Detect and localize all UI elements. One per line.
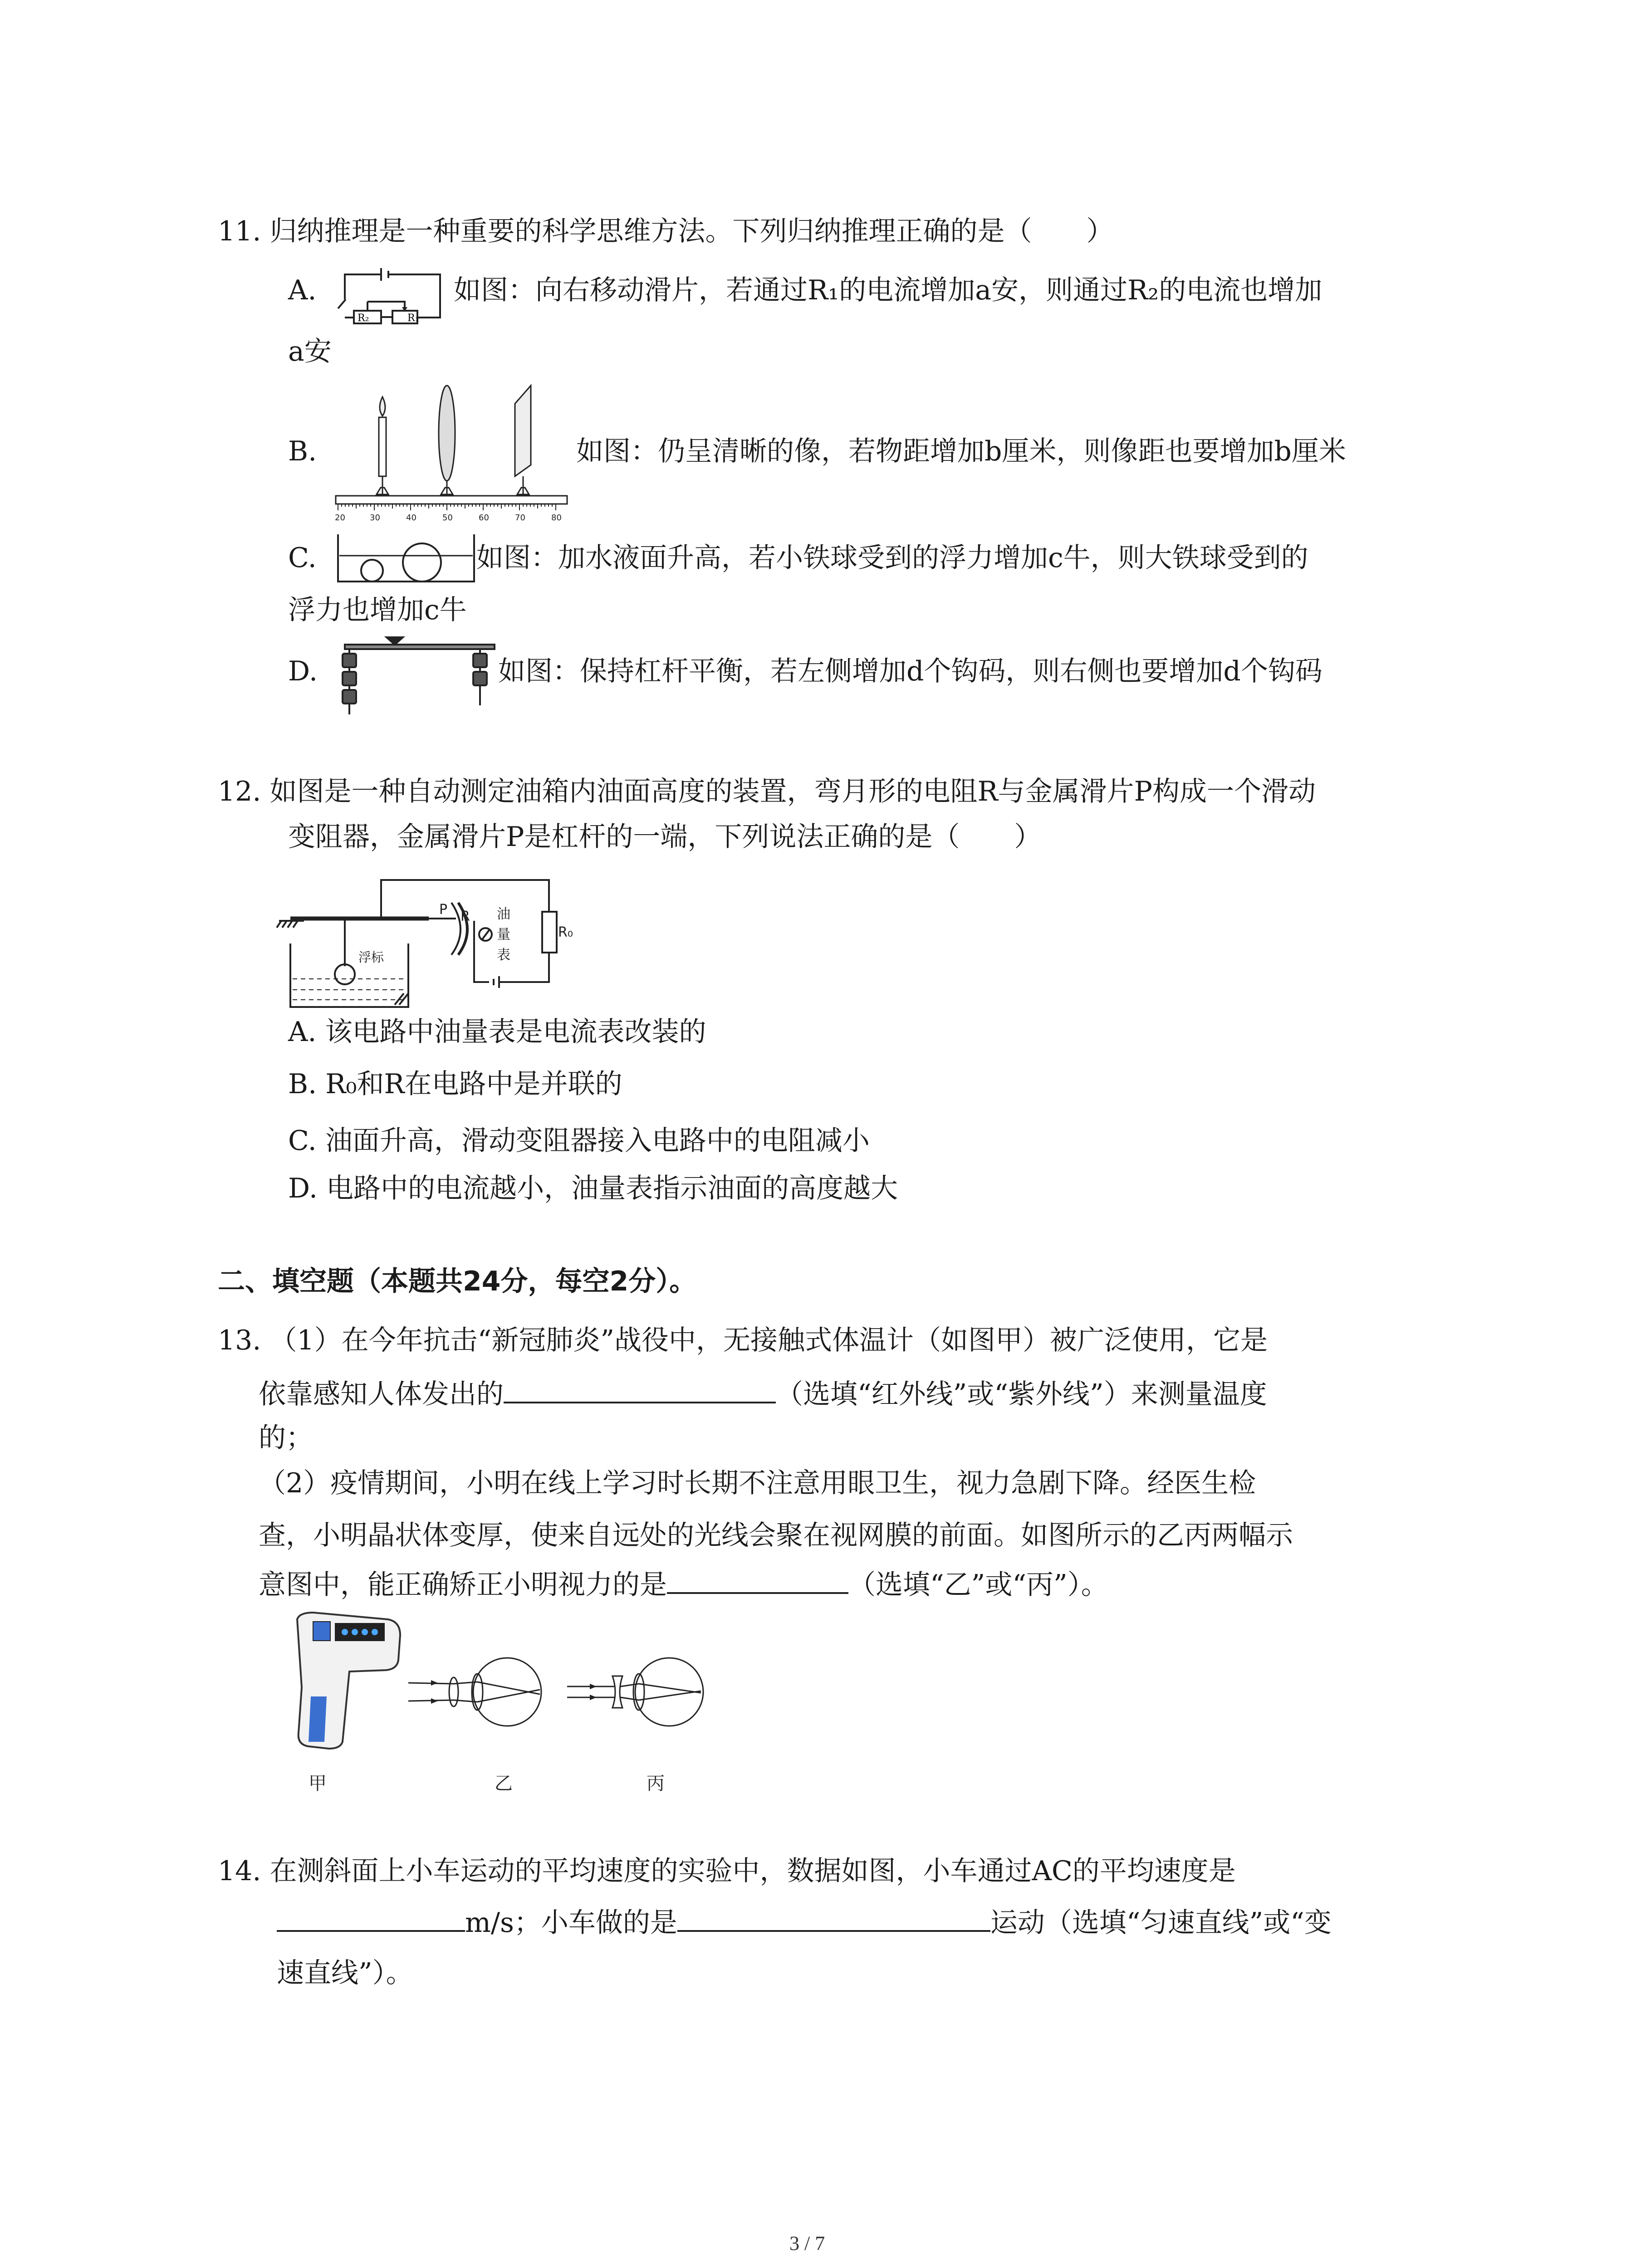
q13-line4: （2）疫情期间，小明在线上学习时长期不注意用眼卫生，视力急剧下降。经医生检	[259, 1467, 1256, 1499]
q11-fig-b-tick-80: 80	[551, 513, 562, 523]
q12-option-a: A. 该电路中油量表是电流表改装的	[288, 1016, 706, 1048]
q12-stem-line1: 12. 如图是一种自动测定油箱内油面高度的装置，弯月形的电阻R与金属滑片P构成一个滑动	[218, 776, 1316, 807]
q11-option-d-text: 如图：保持杠杆平衡，若左侧增加d个钩码，则右侧也要增加d个钩码	[498, 655, 1323, 687]
q11-fig-b-tick-20: 20	[335, 513, 345, 523]
q12-fig-label-p: P	[439, 902, 448, 918]
q11-option-c-label: C.	[288, 542, 317, 574]
q13-line6-part1: 意图中，能正确矫正小明视力的是	[259, 1569, 667, 1601]
q14-blank-1[interactable]	[277, 1903, 465, 1932]
q13-blank-1[interactable]	[504, 1374, 776, 1403]
q12-fig-label-gauge-3: 表	[497, 947, 510, 963]
q11-option-c-text2: 浮力也增加c牛	[288, 594, 467, 626]
q11-fig-b-tick-70: 70	[515, 513, 525, 523]
q13-line2	[259, 1374, 1267, 1413]
q11-fig-b-tick-40: 40	[406, 513, 416, 523]
q13-figure-eye-yi	[404, 1651, 549, 1733]
q13-line2-part2: （选填“红外线”或“紫外线”）来测量温度	[776, 1378, 1267, 1410]
q11-fig-b-rail-ticks	[338, 504, 556, 510]
q12-figure-oil-gauge-circuit	[272, 871, 581, 1016]
q12-fig-label-r0: R₀	[558, 924, 573, 940]
q12-stem-line2: 变阻器，金属滑片P是杠杆的一端，下列说法正确的是（ ）	[288, 821, 1042, 853]
q13-line1: 13. （1）在今年抗击“新冠肺炎”战役中，无接触式体温计（如图甲）被广泛使用，它是	[218, 1325, 1268, 1356]
q14-line3: 速直线”）。	[277, 1957, 413, 1989]
page-number: 3 / 7	[789, 2232, 825, 2254]
q11-fig-a-r2: R₂	[358, 313, 369, 324]
q14-blank-2[interactable]	[677, 1903, 990, 1932]
q11-figure-a-circuit	[327, 265, 454, 333]
q11-fig-b-tick-30: 30	[370, 513, 380, 523]
q13-label-yi: 乙	[495, 1773, 513, 1794]
q13-figure-thermometer	[281, 1610, 404, 1751]
q11-option-c-text: 如图：加水液面升高，若小铁球受到的浮力增加c牛，则大铁球受到的	[476, 542, 1308, 574]
q12-option-c: C. 油面升高，滑动变阻器接入电路中的电阻减小	[288, 1125, 870, 1157]
q13-line6-part2: （选填“乙”或“丙”）。	[848, 1569, 1108, 1601]
q12-fig-label-gauge-1: 油	[497, 906, 510, 922]
q11-figure-d-lever	[336, 633, 499, 719]
q11-figure-b-optical-bench	[333, 374, 569, 531]
q13-line6	[259, 1565, 1108, 1603]
q14-line2-part1: m/s；小车做的是	[465, 1907, 677, 1939]
q11-fig-b-tick-50: 50	[442, 513, 453, 523]
q12-fig-label-float: 浮标	[358, 950, 384, 965]
q11-fig-b-tick-60: 60	[479, 513, 489, 523]
q11-option-a-label: A.	[288, 274, 317, 306]
q11-figure-c-beaker-balls	[336, 531, 476, 585]
q11-option-b-text: 如图：仍呈清晰的像，若物距增加b厘米，则像距也要增加b厘米	[576, 435, 1346, 467]
q13-label-jia: 甲	[309, 1773, 327, 1794]
q11-stem: 11. 归纳推理是一种重要的科学思维方法。下列归纳推理正确的是（ ）	[218, 215, 1114, 247]
q11-option-a-text2: a安	[288, 336, 332, 367]
q14-line1: 14. 在测斜面上小车运动的平均速度的实验中，数据如图，小车通过AC的平均速度是	[218, 1855, 1236, 1887]
section-2-title: 二、填空题（本题共24分，每空2分）。	[218, 1266, 697, 1297]
q13-line2-part1: 依靠感知人体发出的	[259, 1378, 504, 1410]
q12-option-d: D. 电路中的电流越小，油量表指示油面的高度越大	[288, 1173, 898, 1204]
q12-fig-label-gauge-2: 量	[497, 927, 510, 943]
q11-option-b-label: B.	[288, 435, 317, 467]
q13-figure-eye-bing	[563, 1651, 712, 1733]
q11-fig-a-r1: R₁	[407, 313, 419, 324]
q14-line2-part2: 运动（选填“匀速直线”或“变	[990, 1907, 1332, 1939]
q13-blank-2[interactable]	[667, 1565, 848, 1594]
q12-option-b: B. R₀和R在电路中是并联的	[288, 1068, 622, 1100]
q14-line2	[277, 1903, 1332, 1941]
q11-option-a-text: 如图：向右移动滑片，若通过R₁的电流增加a安，则通过R₂的电流也增加	[454, 274, 1323, 306]
q11-option-d-label: D.	[288, 655, 318, 687]
q13-line3: 的；	[259, 1422, 313, 1454]
q13-line5: 查，小明晶状体变厚，使来自远处的光线会聚在视网膜的前面。如图所示的乙丙两幅示	[259, 1520, 1293, 1551]
q12-fig-label-r: R	[460, 909, 470, 924]
q13-label-bing: 丙	[647, 1773, 665, 1794]
